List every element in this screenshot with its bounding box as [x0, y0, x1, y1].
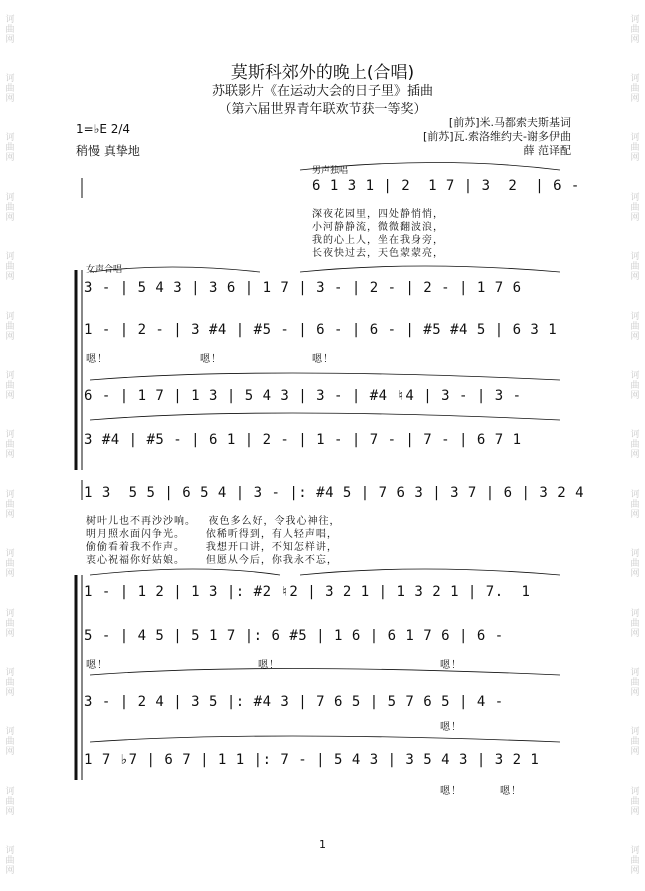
- watermark-text: 诃曲网: [5, 430, 15, 461]
- watermark-text: 诃曲网: [5, 311, 15, 342]
- composer-credit: [前苏]瓦.索洛维约夫-谢多伊曲: [422, 130, 571, 143]
- phrase-slur: [90, 669, 560, 676]
- watermark-text: 诃曲网: [5, 608, 15, 639]
- chorus-voice-1-row: 3 - | 5 4 3 | 3 6 | 1 7 | 3 - | 2 - | 2 - | 1 7 6: [84, 280, 522, 296]
- solo-lyric-verse-1: 树叶儿也不再沙沙响。 夜色多么好，令我心神往，: [86, 516, 341, 527]
- watermark-text: 诃曲网: [5, 846, 15, 877]
- phrase-slur: [300, 569, 560, 575]
- chorus-voice-2-row: 5 - | 4 5 | 5 1 7 |: 6 #5 | 1 6 | 6 1 7 6 | 6 -: [84, 628, 504, 644]
- watermark-text: 诃曲网: [5, 489, 15, 520]
- watermark-text: 诃曲网: [630, 786, 640, 817]
- hum-lyric: 嗯！: [258, 660, 280, 671]
- translator-credit: 薛 范译配: [523, 144, 571, 157]
- watermark-text: 诃曲网: [5, 192, 15, 223]
- lyricist-credit: [前苏]米.马都索夫斯基词: [448, 116, 571, 129]
- page-number: 1: [319, 838, 326, 851]
- hum-lyric: 嗯！: [440, 660, 462, 671]
- key-signature: 1=♭E 2/4: [76, 122, 131, 136]
- watermark-text: 诃曲网: [630, 192, 640, 223]
- watermark-text: 诃曲网: [5, 549, 15, 580]
- watermark-text: 诃曲网: [630, 430, 640, 461]
- chorus-voice-3-row: 3 - | 2 4 | 3 5 |: #4 3 | 7 6 5 | 5 7 6 5 | 4 -: [84, 694, 504, 710]
- watermark-text: 诃曲网: [630, 608, 640, 639]
- watermark-text: 诃曲网: [630, 74, 640, 105]
- watermark-text: 诃曲网: [630, 727, 640, 758]
- watermark-text: 诃曲网: [5, 133, 15, 164]
- song-title: 莫斯科郊外的晚上(合唱): [230, 63, 415, 83]
- solo-lyric-verse-3: 我的心上人，坐在我身旁，: [312, 235, 444, 246]
- hum-lyric: 嗯！: [86, 660, 108, 671]
- hum-lyric: 嗯！: [500, 786, 522, 797]
- solo-lyric-verse-2: 小河静静流，微微翻波浪，: [312, 222, 444, 233]
- watermark-text: 诃曲网: [5, 371, 15, 402]
- male-solo-label: 男声独唱: [312, 166, 349, 176]
- hum-lyric: 嗯！: [86, 354, 108, 365]
- watermark-text: 诃曲网: [630, 667, 640, 698]
- watermark-text: 诃曲网: [630, 311, 640, 342]
- song-subtitle: 苏联影片《在运动大会的日子里》插曲: [211, 84, 433, 99]
- female-chorus-label: 女声合唱: [86, 265, 123, 275]
- solo-melody-row: 1 3 5 5 | 6 5 4 | 3 - |: #4 5 | 7 6 3 | 3 7 | 6 | 3 2 4: [84, 485, 585, 501]
- chorus-voice-3-row: 6 - | 1 7 | 1 3 | 5 4 3 | 3 - | #4 ♮4 | 3 - | 3 -: [84, 388, 522, 404]
- chorus-voice-1-row: 1 - | 1 2 | 1 3 |: #2 ♮2 | 3 2 1 | 1 3 2 1 | 7. 1: [84, 584, 531, 600]
- phrase-slur: [90, 736, 560, 742]
- solo-lyric-verse-2: 明月照水面闪争光。 依稀听得到，有人轻声唱，: [86, 529, 338, 540]
- solo-lyric-verse-1: 深夜花园里，四处静悄悄，: [312, 209, 444, 220]
- solo-melody-row: 6 1 3 1 | 2 1 7 | 3 2 | 6 -: [312, 178, 580, 194]
- solo-lyric-verse-3: 偷偷看着我不作声。 我想开口讲，不知怎样讲，: [86, 542, 338, 553]
- watermark-text: 诃曲网: [630, 14, 640, 45]
- chorus-voice-4-row: 1 7 ♭7 | 6 7 | 1 1 |: 7 - | 5 4 3 | 3 5 4 3 | 3 2 1: [84, 752, 540, 768]
- watermark-text: 诃曲网: [630, 489, 640, 520]
- hum-lyric: 嗯！: [440, 786, 462, 797]
- solo-lyric-verse-4: 衷心祝福你好姑娘。 但愿从今后，你我永不忘，: [86, 555, 338, 566]
- hum-lyric: 嗯！: [312, 354, 334, 365]
- watermark-text: 诃曲网: [5, 667, 15, 698]
- watermark-text: 诃曲网: [5, 74, 15, 105]
- watermark-text: 诃曲网: [5, 786, 15, 817]
- watermark-text: 诃曲网: [5, 727, 15, 758]
- phrase-slur: [90, 569, 280, 575]
- watermark-text: 诃曲网: [630, 549, 640, 580]
- award-note: （第六届世界青年联欢节获一等奖）: [218, 102, 427, 117]
- hum-lyric: 嗯！: [200, 354, 222, 365]
- tempo-marking: 稍慢 真挚地: [76, 144, 140, 158]
- phrase-slur: [300, 266, 560, 272]
- watermark-text: 诃曲网: [5, 14, 15, 45]
- watermark-text: 诃曲网: [630, 252, 640, 283]
- watermark-text: 诃曲网: [630, 846, 640, 877]
- chorus-voice-2-row: 1 - | 2 - | 3 #4 | #5 - | 6 - | 6 - | #5 #4 5 | 6 3 1: [84, 322, 558, 338]
- solo-lyric-verse-4: 长夜快过去，天色蒙蒙亮，: [312, 248, 444, 259]
- phrase-slur: [90, 413, 560, 420]
- watermark-text: 诃曲网: [5, 252, 15, 283]
- hum-lyric: 嗯！: [440, 722, 462, 733]
- watermark-text: 诃曲网: [630, 133, 640, 164]
- watermark-text: 诃曲网: [630, 371, 640, 402]
- phrase-slur: [90, 373, 560, 380]
- chorus-voice-4-row: 3 #4 | #5 - | 6 1 | 2 - | 1 - | 7 - | 7 - | 6 7 1: [84, 432, 522, 448]
